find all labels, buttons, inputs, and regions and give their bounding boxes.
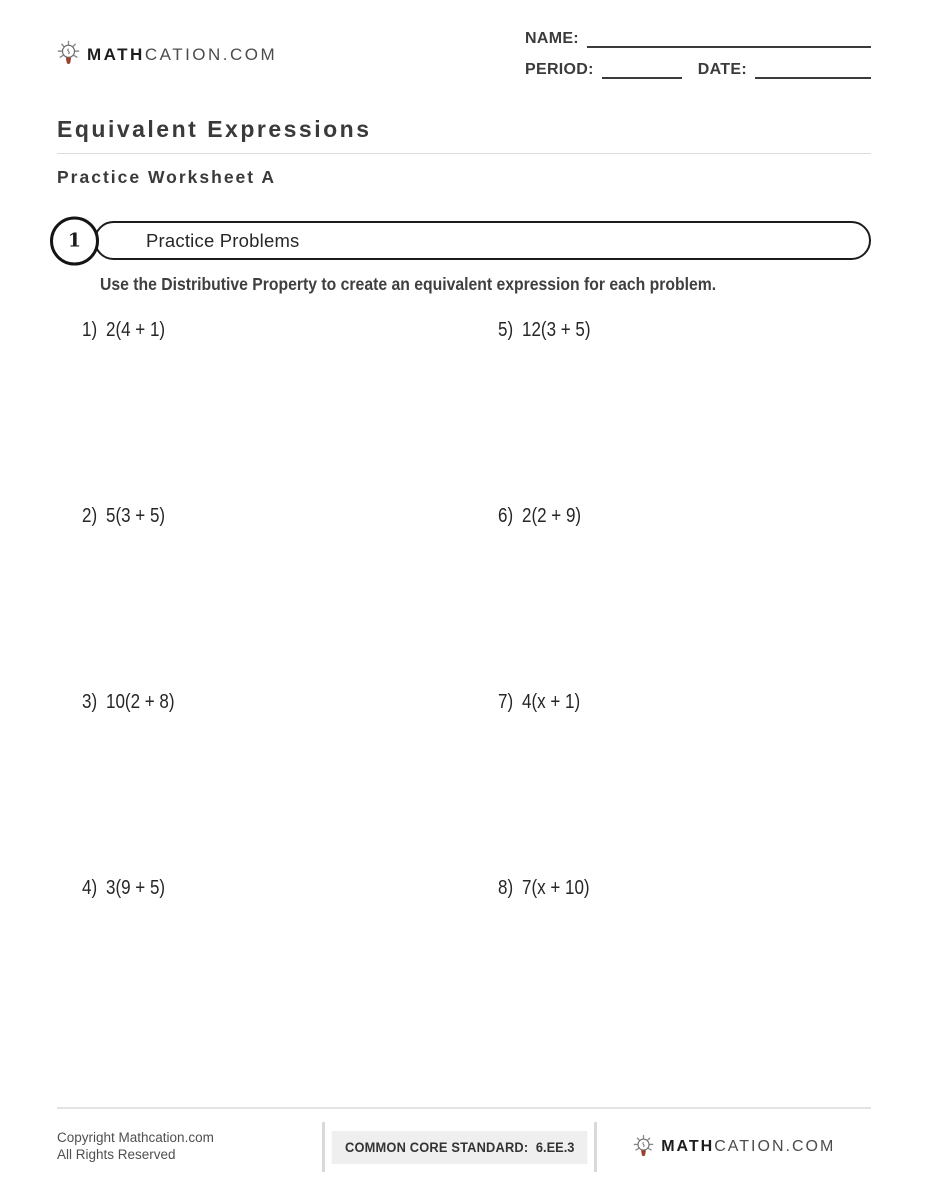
standard-value: 6.EE.3 bbox=[535, 1139, 575, 1155]
section-title-box bbox=[94, 221, 871, 260]
period-blank-line bbox=[602, 61, 682, 79]
problem-expression: 12(3 + 5) bbox=[522, 319, 591, 341]
instruction-text: Use the Distributive Property to create an equivalent expression for each problem. bbox=[100, 274, 717, 294]
worksheet-subtitle: Practice Worksheet A bbox=[57, 167, 276, 187]
problems-grid bbox=[57, 319, 871, 1063]
section-title: Practice Problems bbox=[146, 229, 300, 251]
header bbox=[57, 30, 871, 79]
footer bbox=[57, 1107, 871, 1172]
name-blank-line bbox=[587, 30, 871, 48]
name-label: NAME: bbox=[525, 30, 579, 48]
date-label: DATE: bbox=[697, 61, 747, 79]
problem-expression: 4(x + 1) bbox=[522, 691, 581, 713]
student-fields bbox=[525, 30, 871, 79]
problem-expression: 10(2 + 8) bbox=[106, 691, 175, 713]
name-field-row bbox=[525, 30, 871, 48]
period-label: PERIOD: bbox=[525, 61, 594, 79]
date-blank-line bbox=[755, 61, 871, 79]
problem-item-2 bbox=[57, 505, 498, 691]
section-number-badge: 1 bbox=[50, 216, 99, 265]
problem-expression: 2(4 + 1) bbox=[106, 319, 166, 341]
page-title: Equivalent Expressions bbox=[57, 116, 372, 142]
problem-item-6 bbox=[498, 505, 871, 691]
problem-expression: 5(3 + 5) bbox=[106, 505, 166, 527]
title-divider bbox=[57, 153, 871, 154]
copyright-block bbox=[57, 1130, 322, 1164]
problem-item-7 bbox=[498, 691, 871, 877]
problem-expression: 3(9 + 5) bbox=[106, 877, 166, 899]
logo-wordmark: MATHCATION.COM bbox=[87, 44, 278, 64]
problem-item-4 bbox=[57, 877, 498, 1063]
standard-label: COMMON CORE STANDARD: bbox=[345, 1139, 529, 1155]
problem-number: 4) bbox=[82, 877, 98, 899]
problem-number: 6) bbox=[498, 505, 514, 527]
problem-expression: 2(2 + 9) bbox=[522, 505, 582, 527]
problem-item-5 bbox=[498, 319, 871, 505]
mathcation-logo-footer bbox=[633, 1134, 835, 1161]
period-date-row bbox=[525, 61, 871, 79]
common-core-badge bbox=[332, 1131, 588, 1164]
problem-expression: 7(x + 10) bbox=[522, 877, 590, 899]
lightbulb-icon bbox=[633, 1134, 654, 1161]
problem-number: 2) bbox=[82, 505, 98, 527]
copyright-line-2: All Rights Reserved bbox=[57, 1147, 176, 1162]
section-header bbox=[57, 221, 871, 260]
problem-number: 3) bbox=[82, 691, 98, 713]
problem-number: 7) bbox=[498, 691, 514, 713]
copyright-line-1: Copyright Mathcation.com bbox=[57, 1130, 214, 1146]
logo-wordmark: MATHCATION.COM bbox=[661, 1138, 836, 1155]
problem-number: 5) bbox=[498, 319, 514, 341]
standard-block bbox=[325, 1131, 594, 1164]
mathcation-logo bbox=[57, 40, 277, 69]
footer-logo-block bbox=[597, 1134, 871, 1161]
lightbulb-icon bbox=[57, 40, 80, 69]
problem-item-8 bbox=[498, 877, 871, 1063]
problem-item-3 bbox=[57, 691, 498, 877]
problem-number: 8) bbox=[498, 877, 514, 899]
problem-item-1 bbox=[57, 319, 498, 505]
problem-number: 1) bbox=[82, 319, 98, 341]
